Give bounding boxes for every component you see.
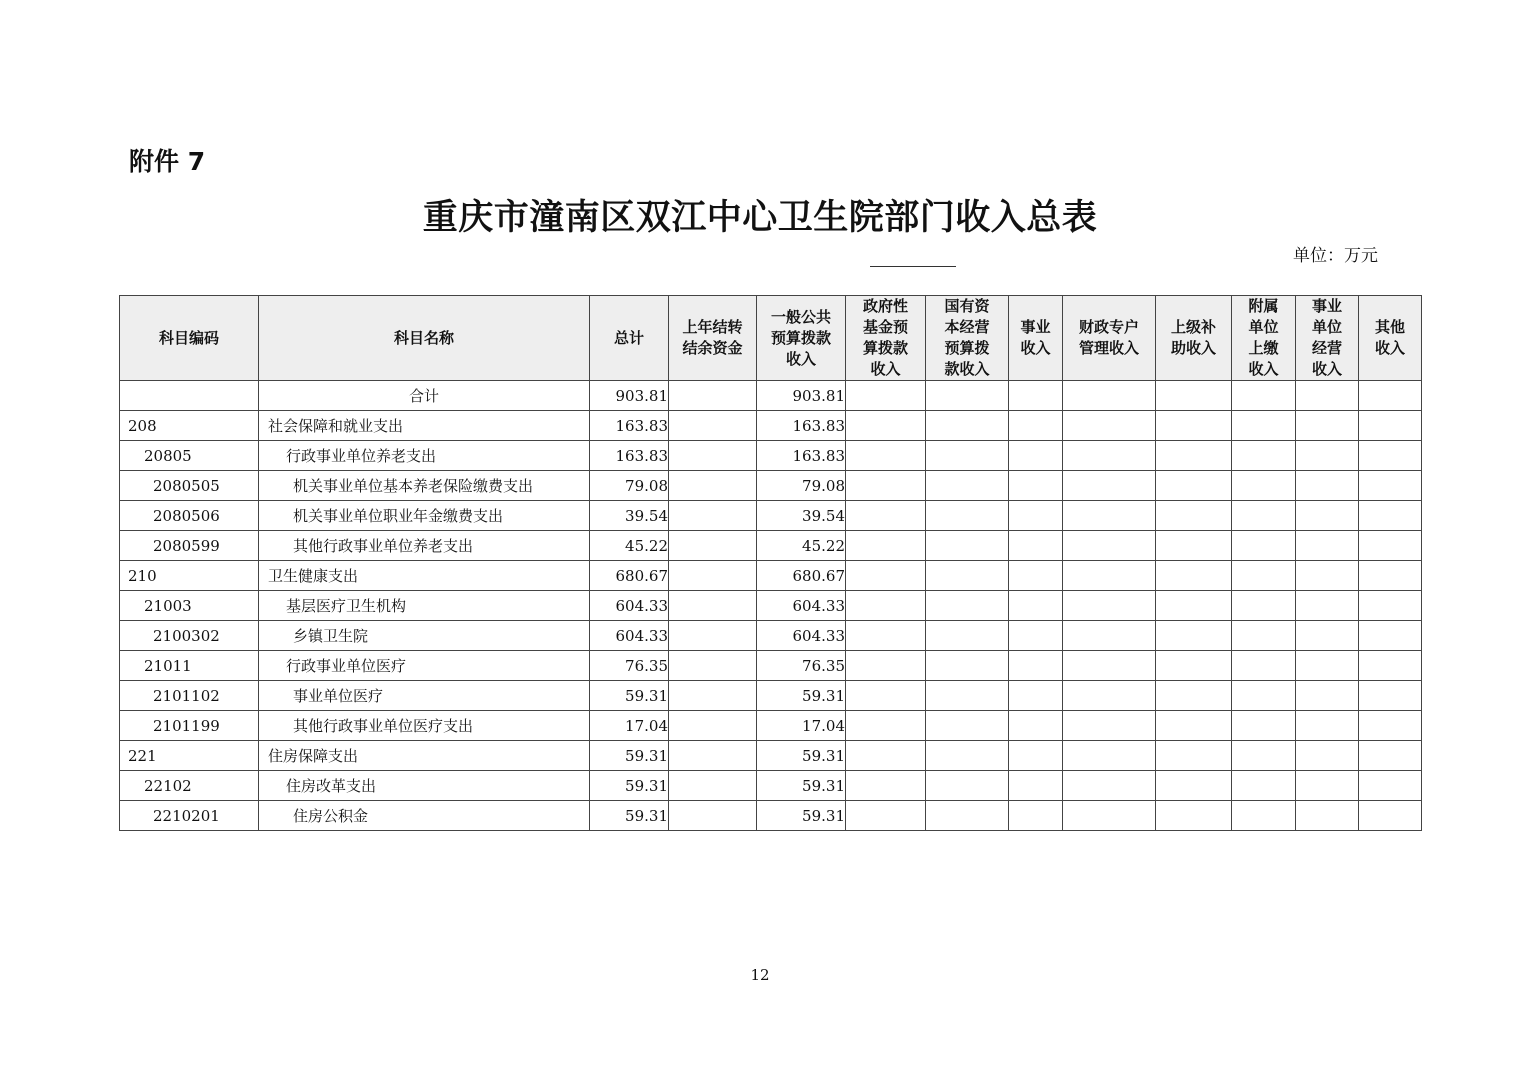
cell-empty (1009, 381, 1063, 411)
cell-total: 163.83 (590, 441, 669, 471)
cell-total: 604.33 (590, 591, 669, 621)
cell-empty (1009, 591, 1063, 621)
cell-empty (1063, 801, 1156, 831)
header-business-income: 事业 单位 经营 收入 (1296, 296, 1359, 381)
cell-empty (1296, 561, 1359, 591)
cell-empty (1063, 681, 1156, 711)
cell-subject-code: 221 (120, 741, 259, 771)
cell-subject-name: 行政事业单位医疗 (259, 651, 590, 681)
cell-empty (1232, 561, 1296, 591)
cell-total: 17.04 (590, 711, 669, 741)
cell-empty (926, 621, 1009, 651)
attachment-label: 附件 7 (129, 147, 206, 176)
cell-empty (1296, 651, 1359, 681)
cell-empty (1156, 471, 1232, 501)
cell-general-budget: 59.31 (757, 801, 846, 831)
cell-empty (1009, 561, 1063, 591)
cell-total: 604.33 (590, 621, 669, 651)
cell-subject-code: 2101199 (120, 711, 259, 741)
cell-empty (1156, 801, 1232, 831)
table-header-row (120, 296, 1422, 381)
cell-subject-name: 基层医疗卫生机构 (259, 591, 590, 621)
cell-subject-name: 机关事业单位职业年金缴费支出 (259, 501, 590, 531)
cell-empty (1063, 741, 1156, 771)
cell-empty (846, 471, 926, 501)
cell-subject-name: 住房保障支出 (259, 741, 590, 771)
table-row (120, 471, 1422, 501)
cell-total: 79.08 (590, 471, 669, 501)
cell-subject-name: 其他行政事业单位医疗支出 (259, 711, 590, 741)
cell-empty (1296, 711, 1359, 741)
cell-empty (1009, 501, 1063, 531)
cell-subject-code: 2080505 (120, 471, 259, 501)
cell-empty (926, 501, 1009, 531)
cell-total: 680.67 (590, 561, 669, 591)
cell-prior-year-balance (669, 801, 757, 831)
cell-empty (1232, 441, 1296, 471)
cell-empty (1156, 591, 1232, 621)
cell-empty (846, 591, 926, 621)
cell-empty (1009, 681, 1063, 711)
cell-empty (1296, 441, 1359, 471)
table-row (120, 681, 1422, 711)
cell-empty (1156, 441, 1232, 471)
cell-empty (926, 561, 1009, 591)
cell-subject-code: 2100302 (120, 621, 259, 651)
cell-empty (926, 591, 1009, 621)
cell-empty (1063, 621, 1156, 651)
header-affiliated-payment: 附属 单位 上缴 收入 (1232, 296, 1296, 381)
cell-empty (926, 381, 1009, 411)
cell-empty (846, 411, 926, 441)
header-subject-name: 科目名称 (259, 296, 590, 381)
cell-empty (1232, 591, 1296, 621)
cell-empty (1063, 501, 1156, 531)
cell-total: 163.83 (590, 411, 669, 441)
cell-subject-code: 2080599 (120, 531, 259, 561)
cell-empty (926, 681, 1009, 711)
cell-empty (1359, 411, 1422, 441)
cell-empty (1063, 381, 1156, 411)
cell-empty (1063, 471, 1156, 501)
cell-empty (1156, 741, 1232, 771)
cell-prior-year-balance (669, 531, 757, 561)
cell-general-budget: 59.31 (757, 681, 846, 711)
header-government-fund: 政府性 基金预 算拨款 收入 (846, 296, 926, 381)
cell-empty (1296, 471, 1359, 501)
unit-label: 单位：万元 (1293, 246, 1378, 266)
cell-empty (1156, 381, 1232, 411)
cell-empty (1063, 771, 1156, 801)
header-prior-year-balance: 上年结转 结余资金 (669, 296, 757, 381)
cell-empty (1156, 681, 1232, 711)
cell-subject-code (120, 381, 259, 411)
cell-empty (846, 711, 926, 741)
cell-empty (1156, 531, 1232, 561)
cell-subject-code: 21011 (120, 651, 259, 681)
cell-empty (1296, 741, 1359, 771)
cell-subject-name: 合计 (259, 381, 590, 411)
cell-empty (846, 381, 926, 411)
cell-prior-year-balance (669, 381, 757, 411)
cell-subject-code: 20805 (120, 441, 259, 471)
cell-empty (1009, 801, 1063, 831)
cell-subject-code: 210 (120, 561, 259, 591)
cell-empty (1232, 681, 1296, 711)
table-row (120, 441, 1422, 471)
cell-empty (846, 801, 926, 831)
cell-empty (1156, 561, 1232, 591)
cell-general-budget: 59.31 (757, 741, 846, 771)
cell-subject-code: 22102 (120, 771, 259, 801)
cell-general-budget: 903.81 (757, 381, 846, 411)
header-superior-subsidy: 上级补 助收入 (1156, 296, 1232, 381)
cell-empty (1156, 411, 1232, 441)
cell-empty (1009, 411, 1063, 441)
cell-empty (926, 741, 1009, 771)
cell-total: 903.81 (590, 381, 669, 411)
cell-empty (1359, 711, 1422, 741)
cell-prior-year-balance (669, 711, 757, 741)
cell-empty (1156, 711, 1232, 741)
cell-empty (1009, 441, 1063, 471)
cell-empty (1296, 801, 1359, 831)
cell-general-budget: 76.35 (757, 651, 846, 681)
table-row (120, 711, 1422, 741)
cell-empty (1296, 591, 1359, 621)
cell-empty (1359, 381, 1422, 411)
cell-general-budget: 59.31 (757, 771, 846, 801)
cell-empty (1156, 771, 1232, 801)
cell-subject-code: 21003 (120, 591, 259, 621)
cell-prior-year-balance (669, 561, 757, 591)
cell-subject-code: 208 (120, 411, 259, 441)
cell-prior-year-balance (669, 471, 757, 501)
cell-general-budget: 17.04 (757, 711, 846, 741)
table-row (120, 771, 1422, 801)
cell-empty (1359, 561, 1422, 591)
cell-total: 59.31 (590, 681, 669, 711)
cell-empty (1063, 411, 1156, 441)
cell-empty (1359, 531, 1422, 561)
table-row (120, 741, 1422, 771)
header-subject-code: 科目编码 (120, 296, 259, 381)
page-title: 重庆市潼南区双江中心卫生院部门收入总表 (422, 198, 1098, 238)
cell-general-budget: 79.08 (757, 471, 846, 501)
cell-empty (1232, 381, 1296, 411)
cell-empty (846, 501, 926, 531)
cell-general-budget: 45.22 (757, 531, 846, 561)
cell-prior-year-balance (669, 501, 757, 531)
cell-empty (846, 651, 926, 681)
cell-general-budget: 163.83 (757, 441, 846, 471)
cell-prior-year-balance (669, 771, 757, 801)
cell-total: 45.22 (590, 531, 669, 561)
cell-general-budget: 604.33 (757, 621, 846, 651)
header-total: 总计 (590, 296, 669, 381)
page-number: 12 (750, 966, 770, 984)
cell-total: 39.54 (590, 501, 669, 531)
cell-subject-name: 卫生健康支出 (259, 561, 590, 591)
cell-empty (1232, 411, 1296, 441)
cell-empty (1063, 591, 1156, 621)
cell-empty (926, 531, 1009, 561)
cell-empty (1009, 651, 1063, 681)
table-row (120, 621, 1422, 651)
header-special-account: 财政专户 管理收入 (1063, 296, 1156, 381)
cell-empty (1009, 531, 1063, 561)
cell-empty (846, 741, 926, 771)
cell-empty (1009, 711, 1063, 741)
cell-total: 59.31 (590, 741, 669, 771)
cell-general-budget: 680.67 (757, 561, 846, 591)
cell-prior-year-balance (669, 591, 757, 621)
cell-empty (926, 771, 1009, 801)
cell-subject-name: 事业单位医疗 (259, 681, 590, 711)
cell-empty (846, 561, 926, 591)
cell-subject-name: 住房公积金 (259, 801, 590, 831)
header-operating-income: 事业 收入 (1009, 296, 1063, 381)
cell-empty (1009, 741, 1063, 771)
cell-empty (1296, 381, 1359, 411)
cell-general-budget: 163.83 (757, 411, 846, 441)
cell-empty (846, 441, 926, 471)
cell-empty (1156, 501, 1232, 531)
cell-subject-name: 其他行政事业单位养老支出 (259, 531, 590, 561)
cell-empty (1232, 621, 1296, 651)
cell-empty (1156, 651, 1232, 681)
cell-subject-code: 2101102 (120, 681, 259, 711)
cell-empty (1359, 471, 1422, 501)
cell-empty (1296, 621, 1359, 651)
cell-empty (1359, 621, 1422, 651)
table-row (120, 561, 1422, 591)
cell-empty (1232, 651, 1296, 681)
table-row (120, 381, 1422, 411)
cell-empty (1359, 501, 1422, 531)
cell-subject-name: 住房改革支出 (259, 771, 590, 801)
cell-empty (1296, 681, 1359, 711)
cell-prior-year-balance (669, 621, 757, 651)
cell-subject-name: 社会保障和就业支出 (259, 411, 590, 441)
cell-subject-name: 乡镇卫生院 (259, 621, 590, 651)
cell-empty (1063, 651, 1156, 681)
cell-empty (926, 471, 1009, 501)
cell-general-budget: 604.33 (757, 591, 846, 621)
cell-empty (1359, 651, 1422, 681)
cell-subject-code: 2210201 (120, 801, 259, 831)
cell-empty (1359, 771, 1422, 801)
cell-empty (1359, 441, 1422, 471)
table-row (120, 501, 1422, 531)
cell-empty (1009, 471, 1063, 501)
cell-empty (1296, 411, 1359, 441)
header-other-income: 其他 收入 (1359, 296, 1422, 381)
cell-prior-year-balance (669, 681, 757, 711)
cell-prior-year-balance (669, 411, 757, 441)
table-row (120, 801, 1422, 831)
cell-empty (926, 651, 1009, 681)
cell-prior-year-balance (669, 651, 757, 681)
cell-prior-year-balance (669, 441, 757, 471)
cell-empty (1009, 621, 1063, 651)
cell-subject-name: 机关事业单位基本养老保险缴费支出 (259, 471, 590, 501)
cell-total: 76.35 (590, 651, 669, 681)
cell-empty (1063, 561, 1156, 591)
cell-empty (1156, 621, 1232, 651)
cell-empty (846, 771, 926, 801)
cell-empty (1359, 681, 1422, 711)
cell-empty (1232, 711, 1296, 741)
cell-empty (1359, 741, 1422, 771)
table-row (120, 411, 1422, 441)
cell-empty (1232, 471, 1296, 501)
cell-empty (846, 681, 926, 711)
cell-empty (926, 711, 1009, 741)
cell-empty (1232, 771, 1296, 801)
cell-empty (846, 531, 926, 561)
cell-empty (1296, 501, 1359, 531)
cell-empty (1232, 741, 1296, 771)
cell-empty (1009, 771, 1063, 801)
cell-empty (846, 621, 926, 651)
cell-empty (926, 801, 1009, 831)
cell-empty (1063, 531, 1156, 561)
cell-empty (926, 411, 1009, 441)
cell-empty (1063, 711, 1156, 741)
cell-total: 59.31 (590, 801, 669, 831)
cell-empty (1296, 771, 1359, 801)
cell-empty (1232, 531, 1296, 561)
table-row (120, 651, 1422, 681)
cell-subject-code: 2080506 (120, 501, 259, 531)
cell-empty (1359, 591, 1422, 621)
header-state-capital: 国有资 本经营 预算拨 款收入 (926, 296, 1009, 381)
cell-total: 59.31 (590, 771, 669, 801)
cell-empty (1063, 441, 1156, 471)
cell-empty (926, 441, 1009, 471)
cell-empty (1359, 801, 1422, 831)
table-row (120, 531, 1422, 561)
header-general-budget: 一般公共 预算拨款 收入 (757, 296, 846, 381)
income-table (119, 295, 1422, 831)
cell-empty (1232, 801, 1296, 831)
divider (870, 266, 956, 267)
cell-empty (1296, 531, 1359, 561)
cell-prior-year-balance (669, 741, 757, 771)
cell-subject-name: 行政事业单位养老支出 (259, 441, 590, 471)
cell-empty (1232, 501, 1296, 531)
table-row (120, 591, 1422, 621)
cell-general-budget: 39.54 (757, 501, 846, 531)
